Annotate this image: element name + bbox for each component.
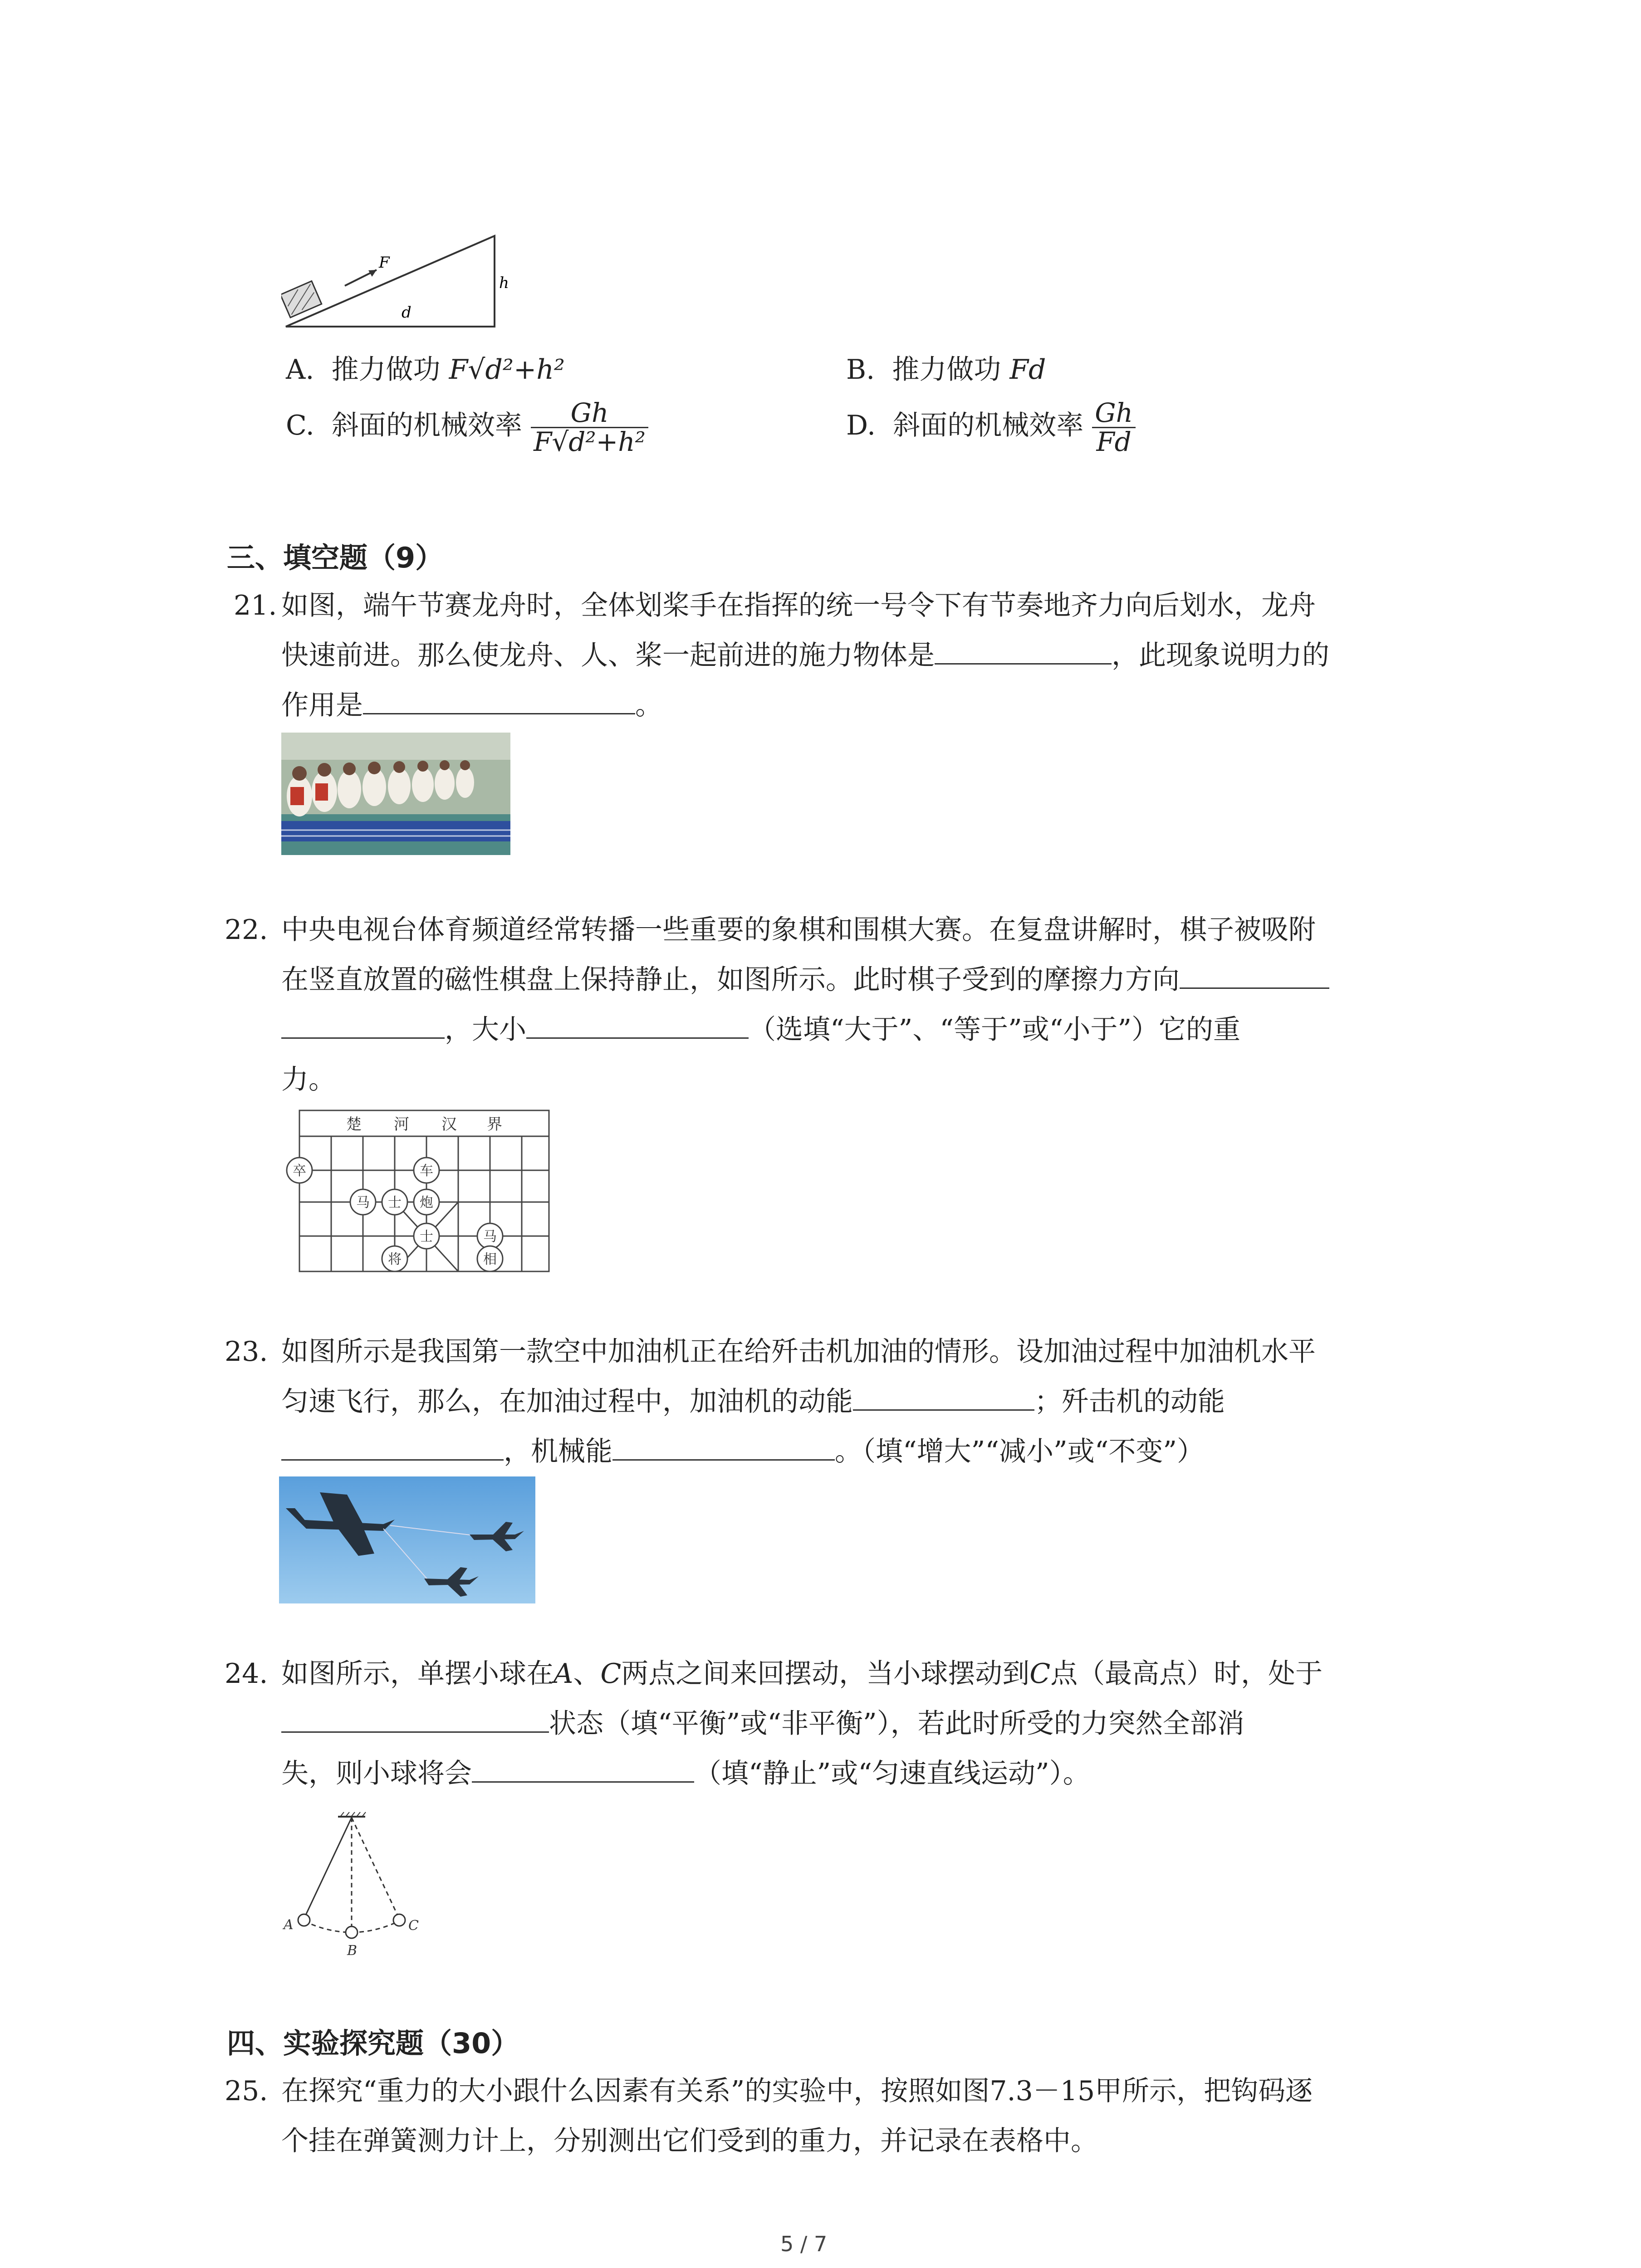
answer-blank[interactable] xyxy=(281,1010,445,1039)
chess-piece xyxy=(287,1158,312,1183)
answer-blank[interactable] xyxy=(472,1754,694,1783)
section-3-title: 三、填空题（9） xyxy=(227,541,444,574)
q21-number: 21. xyxy=(234,590,277,621)
inclined-plane-figure xyxy=(281,227,554,336)
answer-blank[interactable] xyxy=(281,1704,549,1733)
q25-line2: 个挂在弹簧测力计上，分别测出它们受到的重力，并记录在表格中。 xyxy=(281,2125,1098,2157)
point-label-A: A xyxy=(284,1917,294,1933)
option-b: B. 推力做功 Fd xyxy=(846,354,1046,386)
q23-line2: 匀速飞行，那么，在加油过程中，加油机的动能 ；歼击机的动能 xyxy=(281,1377,1225,1427)
option-a-formula: F√d²+h² xyxy=(449,354,565,386)
length-label-d: d xyxy=(402,303,411,322)
board-header-han: 汉 xyxy=(441,1115,457,1134)
q22-line3: ，大小 （选填“大于”、“等于”或“小于”）它的重 xyxy=(281,1005,1240,1055)
q21-line2: 快速前进。那么使龙舟、人、桨一起前进的施力物体是 ，此现象说明力的 xyxy=(281,631,1329,680)
chess-piece xyxy=(414,1189,439,1215)
svg-text:马: 马 xyxy=(356,1195,370,1211)
q22-number: 22. xyxy=(225,914,268,946)
point-label-B: B xyxy=(347,1943,358,1959)
q25-line1: 在探究“重力的大小跟什么因素有关系”的实验中，按照如图7.3－15甲所示，把钩码逐 xyxy=(281,2075,1313,2107)
answer-blank[interactable] xyxy=(363,686,635,714)
q21-line3: 作用是 。 xyxy=(281,680,662,730)
q24-line2: 状态（填“平衡”或“非平衡”），若此时所受的力突然全部消 xyxy=(281,1699,1244,1749)
height-label-h: h xyxy=(499,274,509,292)
svg-text:车: 车 xyxy=(420,1163,433,1179)
point-label-C: C xyxy=(408,1918,419,1934)
section-4-title: 四、实验探究题（30） xyxy=(227,2027,519,2060)
svg-text:士: 士 xyxy=(420,1229,433,1245)
option-c: C. 斜面的机械效率 $\frac{Gh}{\text{F√d²+h²}}$ xyxy=(286,399,648,456)
svg-text:卒: 卒 xyxy=(293,1163,306,1179)
chess-board-figure xyxy=(281,1107,554,1275)
q22-line1: 中央电视台体育频道经常转播一些重要的象棋和围棋大赛。在复盘讲解时，棋子被吸附 xyxy=(281,914,1316,946)
pendulum-figure xyxy=(277,1808,449,1962)
svg-text:士: 士 xyxy=(388,1195,402,1211)
force-label-F: F xyxy=(379,254,390,272)
chess-piece xyxy=(414,1223,439,1249)
q24-line3: 失，则小球将会 （填“静止”或“匀速直线运动”）。 xyxy=(281,1749,1090,1799)
chess-piece xyxy=(414,1158,439,1183)
option-c-fraction: $\frac{Gh}{\text{F√d²+h²}}$ xyxy=(531,399,648,456)
chess-piece xyxy=(477,1246,503,1271)
option-d-fraction: $\frac{Gh}{Fd}$ xyxy=(1092,399,1136,456)
svg-text:相: 相 xyxy=(483,1251,497,1267)
q25-number: 25. xyxy=(225,2075,268,2107)
option-d: D. 斜面的机械效率 $\frac{Gh}{Fd}$ xyxy=(846,399,1136,456)
option-a: A. 推力做功 F√d²+h² xyxy=(286,354,565,386)
q23-number: 23. xyxy=(225,1336,268,1368)
board-header-he: 河 xyxy=(394,1115,409,1134)
answer-blank[interactable] xyxy=(1180,960,1329,989)
refueling-aircraft-photo xyxy=(279,1476,535,1603)
answer-blank[interactable] xyxy=(612,1432,835,1461)
chess-piece xyxy=(350,1189,376,1215)
q22-line4: 力。 xyxy=(281,1064,336,1095)
answer-blank[interactable] xyxy=(526,1010,749,1039)
q22-line2: 在竖直放置的磁性棋盘上保持静止，如图所示。此时棋子受到的摩擦力方向 xyxy=(281,955,1329,1005)
chess-piece xyxy=(477,1223,503,1249)
chess-piece xyxy=(382,1189,407,1215)
chess-piece xyxy=(382,1246,407,1271)
q24-line1: 如图所示，单摆小球在A、C两点之间来回摆动，当小球摆动到C点（最高点）时，处于 xyxy=(281,1658,1323,1690)
answer-blank[interactable] xyxy=(935,636,1112,665)
board-header-jie: 界 xyxy=(487,1115,502,1134)
option-b-formula: Fd xyxy=(1009,354,1046,386)
q21-line1: 如图，端午节赛龙舟时，全体划桨手在指挥的统一号令下有节奏地齐力向后划水，龙舟 xyxy=(281,590,1316,621)
q24-number: 24. xyxy=(225,1658,268,1690)
answer-blank[interactable] xyxy=(281,1432,504,1461)
dragon-boat-photo xyxy=(281,733,510,855)
answer-blank[interactable] xyxy=(853,1382,1034,1411)
svg-text:马: 马 xyxy=(483,1229,497,1245)
svg-text:将: 将 xyxy=(388,1251,402,1267)
page-number: 5 / 7 xyxy=(780,2232,828,2256)
q23-line1: 如图所示是我国第一款空中加油机正在给歼击机加油的情形。设加油过程中加油机水平 xyxy=(281,1336,1316,1368)
svg-text:炮: 炮 xyxy=(420,1195,433,1211)
q23-line3: ，机械能 。（填“增大”“减小”或“不变”） xyxy=(281,1427,1204,1476)
board-header-chu: 楚 xyxy=(346,1115,362,1134)
